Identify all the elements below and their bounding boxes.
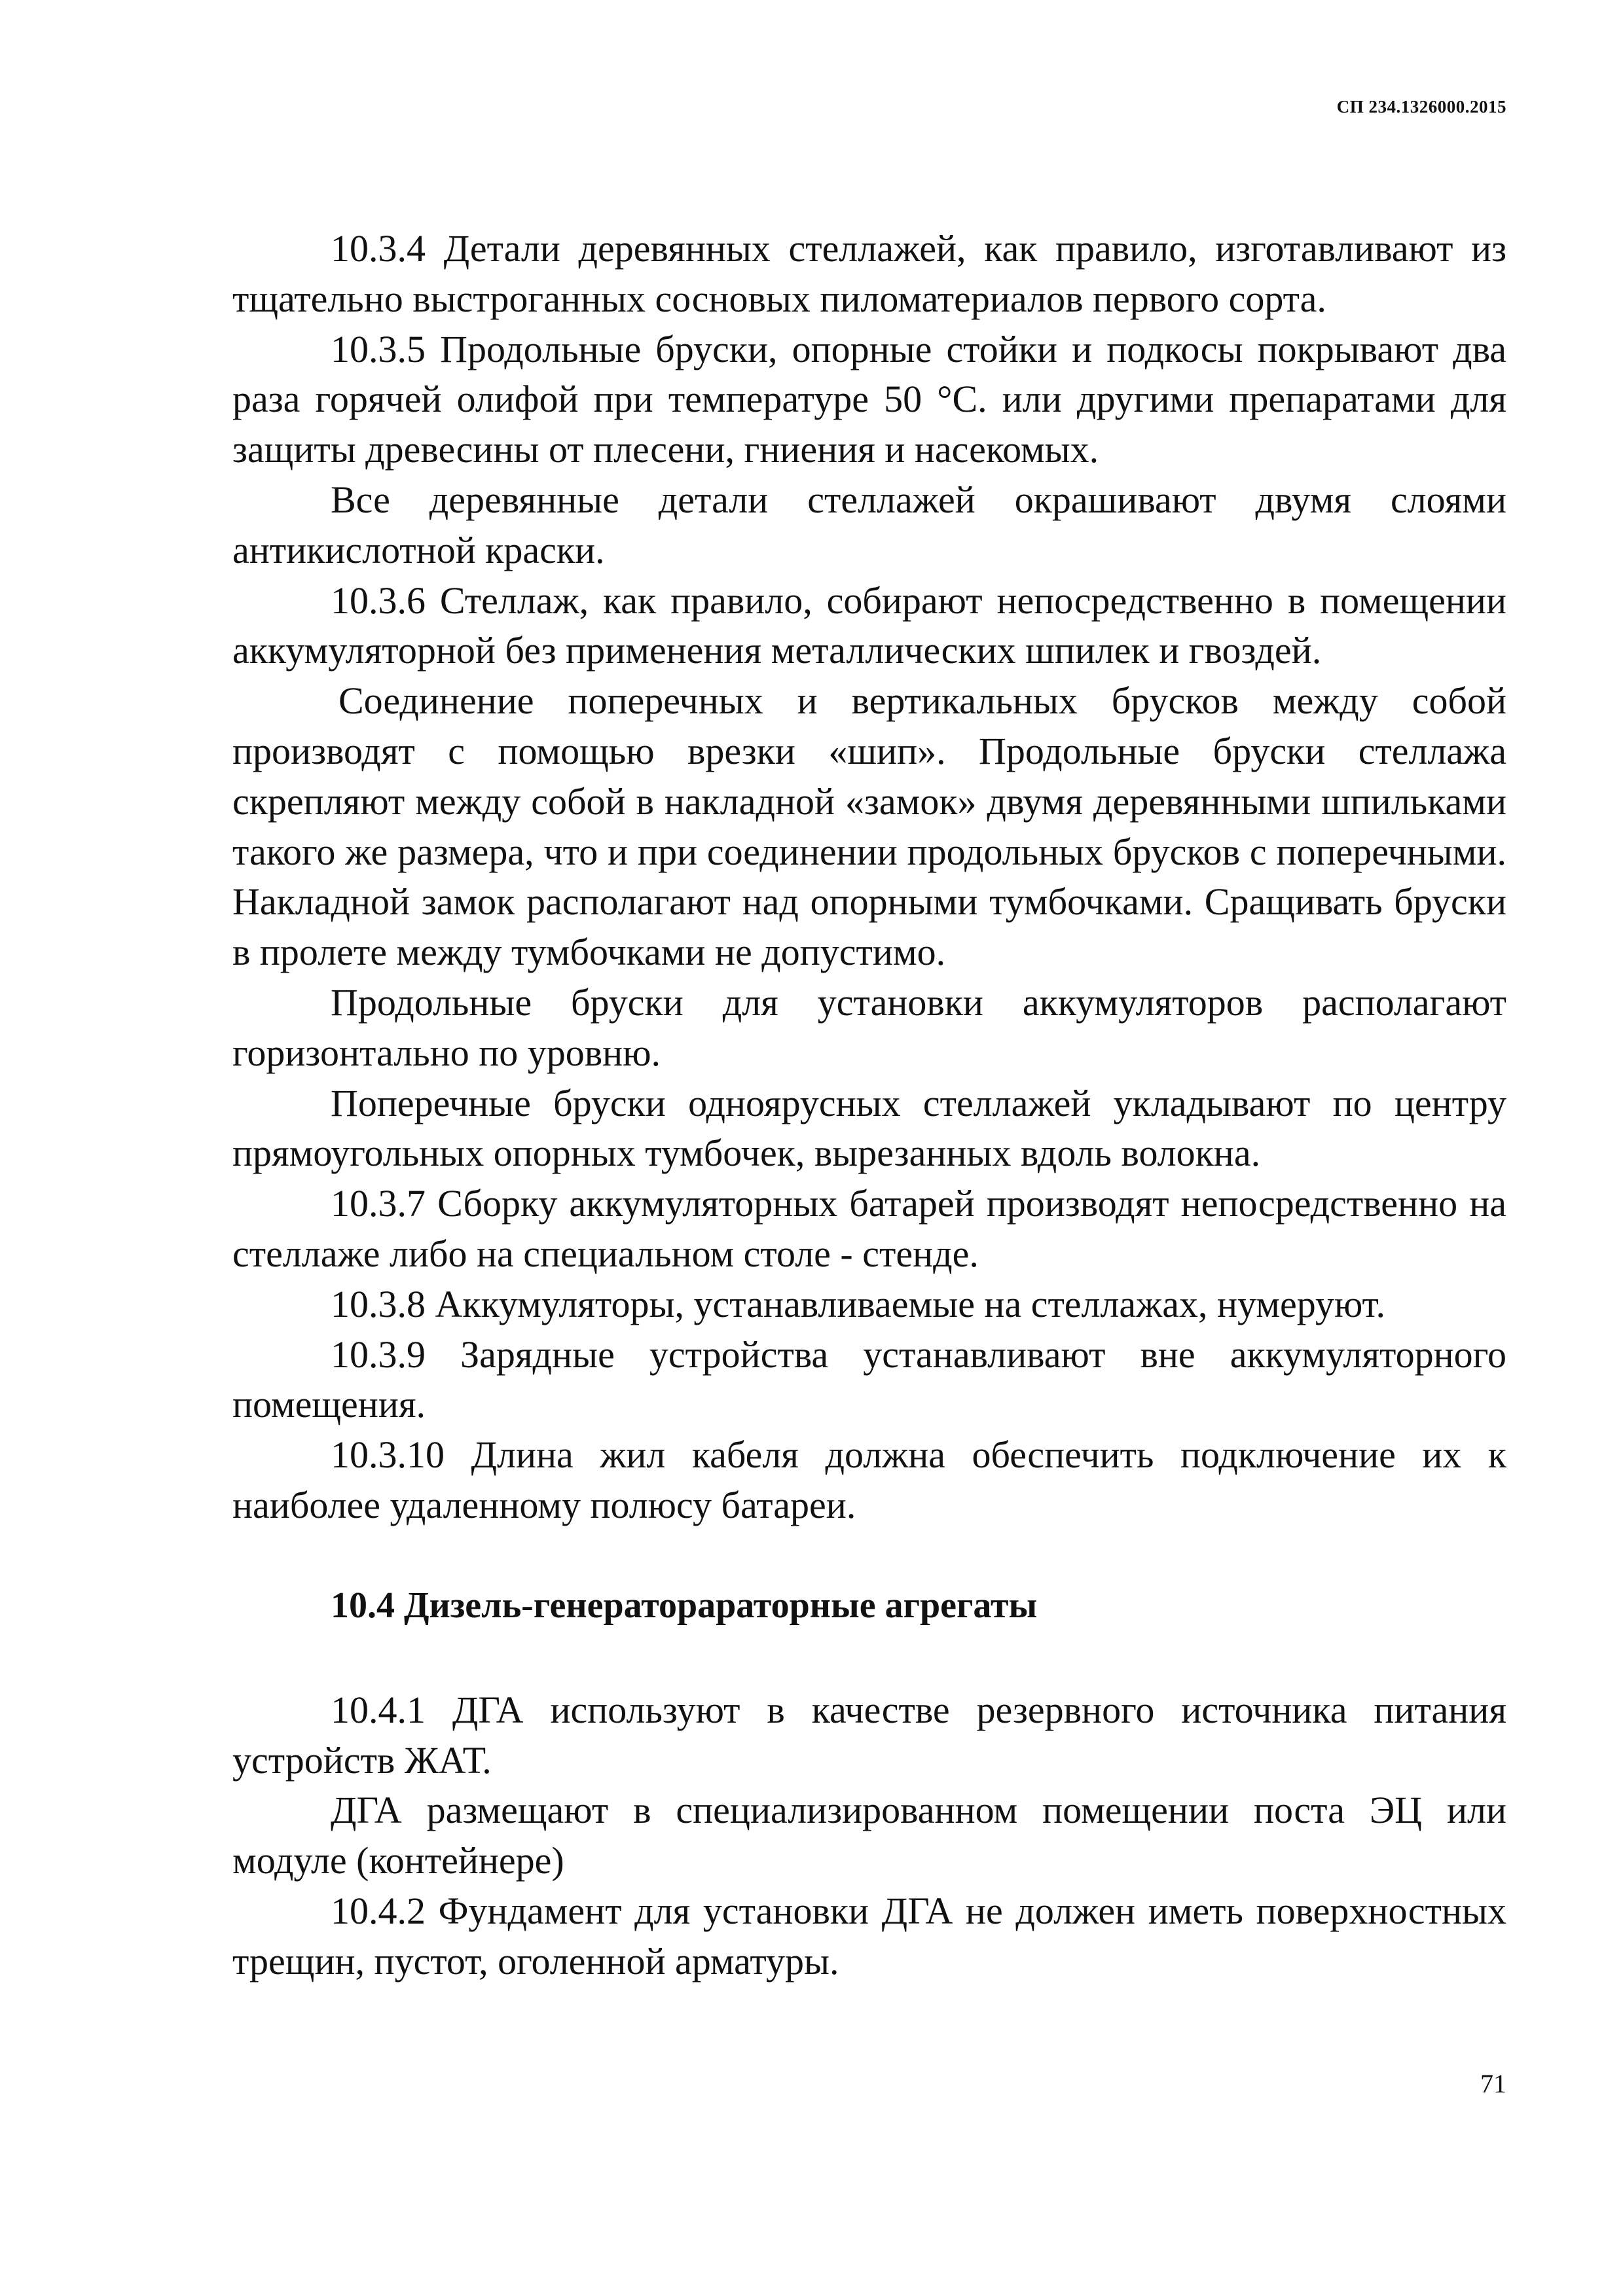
paragraph-10-3-7: 10.3.7 Сборку аккумуляторных батарей производят непосредственно на стеллаже либо на специальном столе - стенде. [232,1182,1506,1275]
paragraph-10-3-10: 10.3.10 Длина жил кабеля должна обеспечить подключение их к наиболее удаленному полюсу батареи. [232,1433,1506,1526]
paragraph-dga-placement: ДГА размещают в специализированном помещении поста ЭЦ или модуле (контейнере) [232,1789,1506,1882]
paragraph-10-4-1: 10.4.1 ДГА используют в качестве резервного источника питания устройств ЖАТ. [232,1688,1506,1782]
document-code-header: СП 234.1326000.2015 [1336,97,1506,117]
page-number: 71 [1480,2069,1506,2098]
paragraph-10-3-4: 10.3.4 Детали деревянных стеллажей, как правило, изготавливают из тщательно выстроганных сосновых пиломатериалов первого сорта. [232,227,1506,320]
document-body [232,224,1506,1987]
paragraph-paint-layers: Все деревянные детали стеллажей окрашивают двумя слоями антикислотной краски. [232,478,1506,571]
paragraph-10-3-8: 10.3.8 Аккумуляторы, устанавливаемые на стеллажах, нумеруют. [331,1282,1386,1325]
section-heading-10-4: 10.4 Дизель-генераторараторные агрегаты [331,1585,1038,1626]
paragraph-transverse-bars: Поперечные бруски одноярусных стеллажей укладывают по центру прямоугольных опорных тумбочек, вырезанных вдоль волокна. [232,1081,1506,1175]
paragraph-10-4-2: 10.4.2 Фундамент для установки ДГА не должен иметь поверхностных трещин, пустот, оголенной арматуры. [232,1889,1506,1982]
paragraph-10-3-5: 10.3.5 Продольные бруски, опорные стойки и подкосы покрывают два раза горячей олифой при температуре 50 °С. или другими препаратами для защиты древесины от плесени, гниения и насекомых. [232,327,1506,471]
paragraph-joints: Соединение поперечных и вертикальных брусков между собой производят с помощью врезки «шип». Продольные бруски стеллажа скрепляют между собой в накладной «замок» двумя деревянными шпильками такого же размера, что и при соединении продольных брусков с поперечными. Накладной замок располагают над опорными тумбочками. Сращивать бруски в пролете между тумбочками не допустимо. [232,679,1506,974]
paragraph-10-3-9: 10.3.9 Зарядные устройства устанавливают вне аккумуляторного помещения. [232,1333,1506,1426]
paragraph-longitudinal-bars: Продольные бруски для установки аккумуляторов располагают горизонтально по уровню. [232,980,1506,1074]
paragraph-10-3-6: 10.3.6 Стеллаж, как правило, собирают непосредственно в помещении аккумуляторной без применения металлических шпилек и гвоздей. [232,579,1506,672]
